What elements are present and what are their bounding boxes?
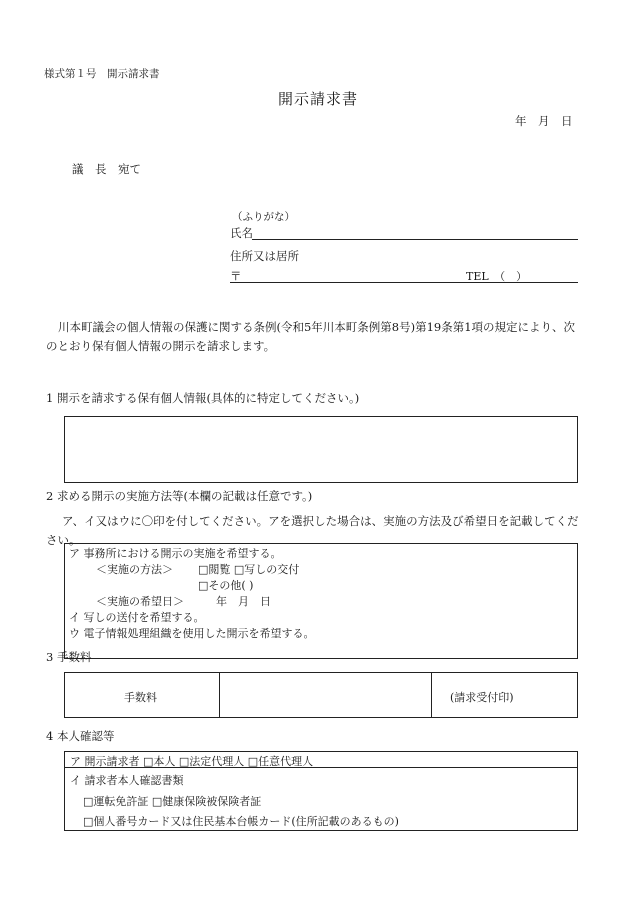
stamp-label: (請求受付印) xyxy=(450,691,514,704)
form-number: 様式第１号 開示請求書 xyxy=(44,68,160,80)
address-label: 住所又は居所 xyxy=(230,249,299,263)
section2-heading: 2 求める開示の実施方法等(本欄の記載は任意です。) xyxy=(46,489,313,503)
desired-date[interactable]: 年 月 日 xyxy=(216,595,271,608)
method-label: ＜実施の方法＞ xyxy=(96,563,173,576)
id-docs-option-1[interactable]: □運転免許証 □健康保険被保険者証 xyxy=(83,795,262,808)
furigana-label: （ふりがな） xyxy=(232,211,295,223)
address-underline xyxy=(230,282,578,283)
section4-heading: 4 本人確認等 xyxy=(46,729,115,743)
date-line: 年 月 日 xyxy=(515,114,573,128)
page-title: 開示請求書 xyxy=(278,90,359,108)
fee-divider-2 xyxy=(431,672,432,718)
requester-type[interactable]: ア 開示請求者 □本人 □法定代理人 □任意代理人 xyxy=(70,755,314,768)
id-docs-label: イ 請求者本人確認書類 xyxy=(70,774,184,787)
method-options[interactable]: □閲覧 □写しの交付 xyxy=(198,563,300,576)
fee-field[interactable] xyxy=(220,673,431,717)
name-label: 氏名 xyxy=(230,226,253,240)
id-docs-option-2[interactable]: □個人番号カード又は住民基本台帳カード(住所記載のあるもの) xyxy=(83,815,399,828)
section2-instruction: ア、イ又はウに〇印を付してください。アを選択した場合は、実施の方法及び希望日を記載してください。 xyxy=(46,514,579,547)
intro-text: 川本町議会の個人情報の保護に関する条例(令和5年川本町条例第8号)第19条第1項の規定により、次のとおり保有個人情報の開示を請求します。 xyxy=(46,320,576,353)
option-u[interactable]: ウ 電子情報処理組織を使用した開示を希望する。 xyxy=(69,627,315,640)
tel-label: TEL （ ） xyxy=(466,270,528,283)
fee-label: 手数料 xyxy=(124,691,157,704)
method-other[interactable]: □その他( ) xyxy=(198,579,254,592)
option-i[interactable]: イ 写しの送付を希望する。 xyxy=(69,611,205,624)
name-field[interactable] xyxy=(252,224,578,239)
option-a[interactable]: ア 事務所における開示の実施を希望する。 xyxy=(69,547,282,560)
addressee: 議 長 宛て xyxy=(72,162,141,176)
requested-info-field[interactable] xyxy=(64,416,578,483)
section3-heading: 3 手数料 xyxy=(46,650,92,664)
section1-heading: 1 開示を請求する保有個人情報(具体的に特定してください。) xyxy=(46,391,360,405)
name-underline xyxy=(252,239,578,240)
postal-mark: 〒 xyxy=(230,269,242,283)
date-label: ＜実施の希望日＞ xyxy=(96,595,184,608)
